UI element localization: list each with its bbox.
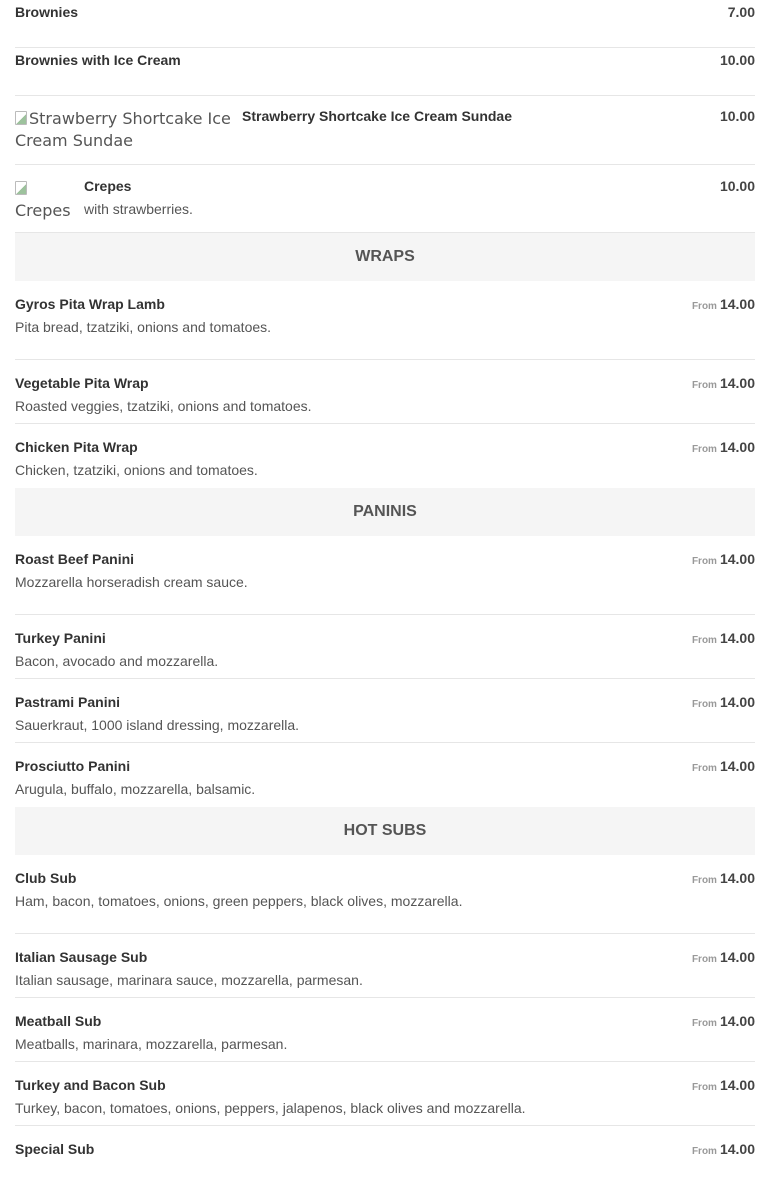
from-label: From bbox=[691, 556, 717, 567]
item-description: Arugula, buffalo, mozzarella, balsamic. bbox=[15, 781, 256, 797]
item-price bbox=[692, 1013, 755, 1032]
price-value: 14.00 bbox=[719, 296, 755, 312]
price-value: 14.00 bbox=[719, 551, 755, 567]
price-value: 14.00 bbox=[719, 1013, 755, 1029]
menu-item[interactable] bbox=[15, 551, 755, 615]
menu-item[interactable] bbox=[15, 998, 755, 1062]
item-description: Italian sausage, marinara sauce, mozzarella, parmesan. bbox=[15, 972, 363, 988]
price-value: 10.00 bbox=[719, 52, 755, 68]
menu-list bbox=[15, 0, 755, 1190]
item-name: Gyros Pita Wrap Lamb bbox=[15, 296, 165, 312]
menu-item[interactable] bbox=[15, 743, 755, 807]
from-label: From bbox=[691, 763, 717, 774]
menu-item[interactable] bbox=[15, 870, 755, 934]
price-value: 10.00 bbox=[719, 178, 755, 194]
menu-item[interactable] bbox=[15, 0, 755, 48]
price-value: 14.00 bbox=[719, 949, 755, 965]
price-value: 14.00 bbox=[719, 1141, 755, 1157]
menu-item[interactable] bbox=[15, 1126, 755, 1190]
item-description: Mozzarella horseradish cream sauce. bbox=[15, 574, 248, 590]
menu-item[interactable] bbox=[15, 934, 755, 998]
broken-image-placeholder[interactable] bbox=[15, 178, 79, 222]
item-name: Chicken Pita Wrap bbox=[15, 439, 138, 455]
item-name: Strawberry Shortcake Ice Cream Sundae bbox=[242, 108, 513, 124]
item-description: Pita bread, tzatziki, onions and tomatoes. bbox=[15, 319, 272, 335]
item-name: Brownies with Ice Cream bbox=[15, 52, 181, 68]
from-label: From bbox=[691, 444, 717, 455]
menu-item[interactable] bbox=[15, 679, 755, 743]
section-header-hot-subs: HOT SUBS bbox=[15, 807, 755, 855]
menu-item[interactable] bbox=[15, 615, 755, 679]
item-price bbox=[692, 630, 755, 649]
item-name: Prosciutto Panini bbox=[15, 758, 131, 774]
item-name: Turkey Panini bbox=[15, 630, 106, 646]
item-price bbox=[728, 4, 755, 20]
from-label: From bbox=[691, 301, 717, 312]
menu-item[interactable] bbox=[15, 296, 755, 360]
item-price bbox=[692, 949, 755, 968]
item-price bbox=[692, 694, 755, 713]
section-header-paninis: PANINIS bbox=[15, 488, 755, 536]
broken-image-icon bbox=[15, 181, 27, 195]
price-value: 14.00 bbox=[719, 870, 755, 886]
price-value: 14.00 bbox=[719, 758, 755, 774]
item-name: Italian Sausage Sub bbox=[15, 949, 148, 965]
item-name: Vegetable Pita Wrap bbox=[15, 375, 149, 391]
menu-item[interactable] bbox=[15, 165, 755, 233]
item-name: Turkey and Bacon Sub bbox=[15, 1077, 166, 1093]
item-price bbox=[720, 108, 755, 124]
menu-item[interactable] bbox=[15, 1062, 755, 1126]
item-price bbox=[692, 551, 755, 570]
item-description: Chicken, tzatziki, onions and tomatoes. bbox=[15, 462, 258, 478]
item-description: Roasted veggies, tzatziki, onions and tomatoes. bbox=[15, 398, 312, 414]
from-label: From bbox=[691, 1018, 717, 1029]
item-name: Meatball Sub bbox=[15, 1013, 102, 1029]
item-name: Roast Beef Panini bbox=[15, 551, 135, 567]
item-description: with strawberries. bbox=[84, 201, 193, 217]
broken-image-placeholder[interactable] bbox=[15, 108, 240, 152]
section-header-wraps: WRAPS bbox=[15, 233, 755, 281]
menu-item[interactable] bbox=[15, 424, 755, 488]
item-price bbox=[692, 1141, 755, 1160]
item-name: Brownies bbox=[15, 4, 79, 20]
price-value: 14.00 bbox=[719, 1077, 755, 1093]
from-label: From bbox=[691, 699, 717, 710]
from-label: From bbox=[691, 380, 717, 391]
item-name: Special Sub bbox=[15, 1141, 95, 1157]
item-price bbox=[692, 296, 755, 315]
price-value: 14.00 bbox=[719, 375, 755, 391]
image-alt-text: Crepes bbox=[15, 201, 71, 220]
from-label: From bbox=[691, 1082, 717, 1093]
price-value: 10.00 bbox=[719, 108, 755, 124]
item-price bbox=[692, 1077, 755, 1096]
item-name: Crepes bbox=[84, 178, 132, 194]
price-value: 14.00 bbox=[719, 439, 755, 455]
price-value: 7.00 bbox=[727, 4, 755, 20]
item-price bbox=[692, 758, 755, 777]
item-description: Bacon, avocado and mozzarella. bbox=[15, 653, 219, 669]
item-description: Sauerkraut, 1000 island dressing, mozzarella. bbox=[15, 717, 300, 733]
item-price bbox=[692, 870, 755, 889]
menu-item[interactable] bbox=[15, 108, 755, 165]
from-label: From bbox=[691, 635, 717, 646]
from-label: From bbox=[691, 954, 717, 965]
item-price bbox=[692, 439, 755, 458]
from-label: From bbox=[691, 1146, 717, 1157]
item-description: Turkey, bacon, tomatoes, onions, peppers, jalapenos, black olives and mozzarella. bbox=[15, 1100, 526, 1116]
price-value: 14.00 bbox=[719, 694, 755, 710]
item-price bbox=[720, 52, 755, 68]
image-alt-text: Strawberry Shortcake Ice Cream Sundae bbox=[15, 109, 231, 150]
broken-image-icon bbox=[15, 111, 27, 125]
menu-item[interactable] bbox=[15, 360, 755, 424]
item-description: Ham, bacon, tomatoes, onions, green peppers, black olives, mozzarella. bbox=[15, 893, 463, 909]
item-price bbox=[692, 375, 755, 394]
menu-item[interactable] bbox=[15, 48, 755, 96]
price-value: 14.00 bbox=[719, 630, 755, 646]
item-name: Pastrami Panini bbox=[15, 694, 121, 710]
item-price bbox=[720, 178, 755, 194]
item-name: Club Sub bbox=[15, 870, 77, 886]
item-description: Meatballs, marinara, mozzarella, parmesan. bbox=[15, 1036, 288, 1052]
from-label: From bbox=[691, 875, 717, 886]
